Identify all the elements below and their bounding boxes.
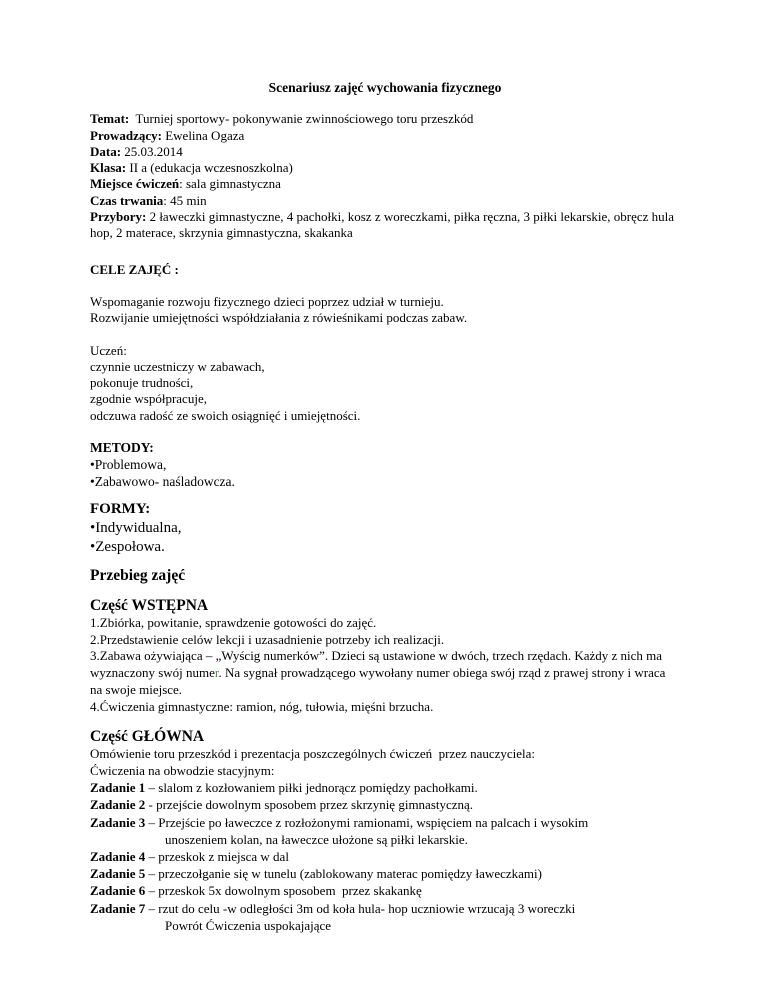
meta-line-data <box>90 144 680 160</box>
formy-heading: FORMY: <box>90 501 151 518</box>
goal-line: Rozwijanie umiejętności współdziałania z rówieśnikami podczas zabaw. <box>90 310 468 326</box>
meta-label: Przybory: <box>90 209 147 225</box>
meta-line-temat <box>90 111 680 127</box>
meta-line-miejsce <box>90 176 680 192</box>
uczen-line: pokonuje trudności, <box>90 375 194 391</box>
meta-value: Turniej sportowy- pokonywanie zwinnościowego toru przeszkód <box>129 111 474 127</box>
task-label: Zadanie 5 <box>90 866 146 882</box>
meta-value: Ewelina Ogaza <box>161 127 245 143</box>
wstepna-line-3 <box>90 648 680 698</box>
meta-value: : sala gimnastyczna <box>179 176 281 192</box>
meta-line-przybory <box>90 209 680 242</box>
wstepna-line-3-green-letter: r <box>214 665 219 681</box>
task-label: Zadanie 7 <box>90 900 146 916</box>
task-label: Zadanie 4 <box>90 849 146 865</box>
forms-block <box>90 500 680 557</box>
task-text: – przeskok z miejsca w dal <box>145 849 289 865</box>
methods-block <box>90 439 680 490</box>
task-line <box>90 882 680 899</box>
task-text: – przeczołganie się w tunelu (zablokowany materac pomiędzy ławeczkami) <box>145 866 542 882</box>
document-title: Scenariusz zajęć wychowania fizycznego <box>268 80 502 95</box>
task-text: – przeskok 5x dowolnym sposobem przez skakankę <box>145 883 422 899</box>
wstepna-line-1: 1.Zbiórka, powitanie, sprawdzenie gotowości do zajęć. <box>90 614 377 630</box>
goals-block <box>90 294 680 327</box>
metody-heading: METODY: <box>90 440 154 456</box>
uczen-line: zgodnie współpracuje, <box>90 391 207 407</box>
task-line <box>90 796 680 813</box>
uczen-line: czynnie uczestniczy w zabawach, <box>90 358 265 374</box>
czesc-glowna-heading: Część GŁÓWNA <box>90 727 205 745</box>
glowna-intro-2: Ćwiczenia na obwodzie stacyjnym: <box>90 763 275 779</box>
metody-item: •Zabawowo- naśladowcza. <box>90 474 235 490</box>
meta-label: Prowadzący: <box>90 127 162 143</box>
wstepna-line-2: 2.Przedstawienie celów lekcji i uzasadnienie potrzeby ich realizacji. <box>90 631 445 647</box>
task-text: – rzut do celu -w odległości 3m od koła hula- hop uczniowie wrzucają 3 woreczki <box>145 900 576 916</box>
goal-line: Wspomaganie rozwoju fizycznego dzieci poprzez udział w turnieju. <box>90 293 444 309</box>
meta-value: II a (edukacja wczesnoszkolna) <box>126 160 293 176</box>
meta-value: 2 ławeczki gimnastyczne, 4 pachołki, kosz z woreczkami, piłka ręczna, 3 piłki lekarskie, obręcz hula hop, 2 materace, skrzynia gimnastyczna, skakanka <box>90 209 678 241</box>
przebieg-heading: Przebieg zajęć <box>90 567 186 585</box>
metody-item: •Problemowa, <box>90 457 167 473</box>
main-part-block <box>90 728 680 934</box>
meta-line-czas <box>90 193 680 209</box>
task-continuation: Powrót Ćwiczenia uspokajające <box>165 917 332 933</box>
meta-label: Czas trwania <box>90 192 164 208</box>
meta-value: : 45 min <box>163 192 207 208</box>
task-line <box>90 814 680 831</box>
task-label: Zadanie 3 <box>90 814 146 830</box>
meta-label: Klasa: <box>90 160 127 176</box>
uczen-heading: Uczeń: <box>90 342 127 358</box>
task-text: - przejście dowolnym sposobem przez skrzynię gimnastyczną. <box>145 797 474 813</box>
czesc-wstepna-heading: Część WSTĘPNA <box>90 597 209 615</box>
task-line <box>90 779 680 796</box>
student-goals-block <box>90 343 680 424</box>
task-line <box>90 865 680 882</box>
meta-block <box>90 111 680 241</box>
formy-item: •Indywidualna, <box>90 520 182 537</box>
formy-item: •Zespołowa. <box>90 539 165 556</box>
wstepna-line-3-text: 3.Zabawa ożywiająca – „Wyścig numerków”. Dzieci są ustawione w dwóch, trzech rzędach. Każdy z nich ma wyznaczony swój nume <box>90 648 666 681</box>
meta-line-prowadzacy <box>90 128 680 144</box>
meta-label: Data: <box>90 143 122 159</box>
meta-label: Miejsce ćwiczeń <box>90 176 180 192</box>
task-line <box>90 848 680 865</box>
task-label: Zadanie 2 <box>90 797 146 813</box>
intro-part-block <box>90 598 680 716</box>
task-label: Zadanie 1 <box>90 780 146 796</box>
uczen-line: odczuwa radość ze swoich osiągnięć i umiejętności. <box>90 407 361 423</box>
glowna-intro-1: Omówienie toru przeszkód i prezentacja poszczególnych ćwiczeń przez nauczyciela: <box>90 745 536 761</box>
task-text: – Przejście po ławeczce z rozłożonymi ramionami, wspięciem na palcach i wysokim <box>145 814 589 830</box>
cele-heading: CELE ZAJĘĆ : <box>90 261 179 277</box>
task-continuation: unoszeniem kolan, na ławeczce ułożone są piłki lekarskie. <box>165 831 468 847</box>
wstepna-line-3-text: . Na sygnał prowadzącego wywołany numer obiega swój rząd z prawej strony i wraca na swoje miejsce. <box>90 665 669 698</box>
task-text: – slalom z kozłowaniem piłki jednorącz pomiędzy pachołkami. <box>145 780 478 796</box>
meta-label: Temat: <box>90 111 130 127</box>
task-label: Zadanie 6 <box>90 883 146 899</box>
meta-value: 25.03.2014 <box>121 143 183 159</box>
meta-line-klasa <box>90 160 680 176</box>
task-line <box>90 900 680 917</box>
wstepna-line-4: 4.Ćwiczenia gimnastyczne: ramion, nóg, tułowia, mięśni brzucha. <box>90 698 434 714</box>
